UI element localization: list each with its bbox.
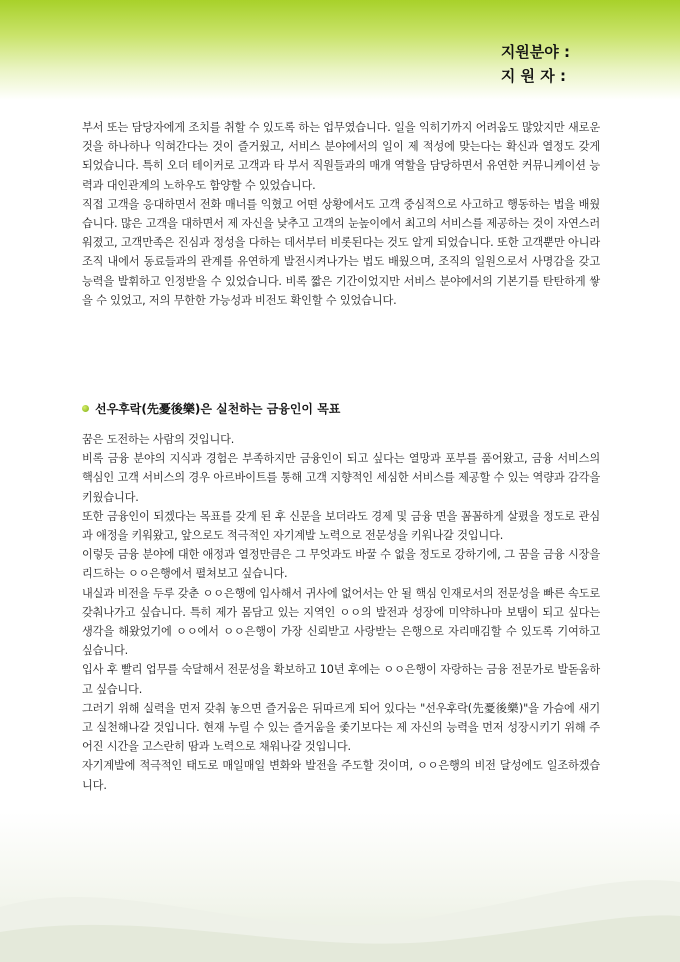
paragraph: 비록 금융 분야의 지식과 경험은 부족하지만 금융인이 되고 싶다는 열망과 포부를 품어왔고, 금융 서비스의 핵심인 고객 서비스의 경우 아르바이트를 통해 고객 지향적인 세심한 서비스를 제공할 수 있는 역량과 감각을 키웠습니다. bbox=[82, 452, 600, 504]
field-application-area: 지원분야 : bbox=[500, 43, 570, 61]
footer-wave-decoration bbox=[0, 812, 680, 962]
paragraph: 부서 또는 담당자에게 조치를 취할 수 있도록 하는 업무였습니다. 일을 익히기까지 어려움도 많았지만 새로운 것을 하나하나 익혀간다는 것이 즐거웠고, 서비스 분야에서의 일이 제 적성에 맞는다는 확신과 열정도 갖게 되었습니다. 특히 오더 테이커로 고객과 타 부서 직원들과의 매개 역할을 담당하면서 유연한 커뮤니케이션 능력과 대인관계의 노하우도 함양할 수 있었습니다. bbox=[82, 121, 600, 192]
paragraph: 직접 고객을 응대하면서 전화 매너를 익혔고 어떤 상황에서도 고객 중심적으로 사고하고 행동하는 법을 배웠습니다. 많은 고객을 대하면서 제 자신을 낮추고 고객의 눈높이에서 최고의 서비스를 제공하는 것이 자연스러워졌고, 고객만족은 진심과 정성을 다하는 데서부터 비롯된다는 것도 알게 되었습니다. 또한 고객뿐만 아니라 조직 내에서 동료들과의 관계를 유연하게 발전시켜나가는 법도 배웠으며, 조직의 일원으로서 사명감을 갖고 능력을 발휘하고 인정받을 수 있었습니다. 비록 짧은 기간이었지만 서비스 분야에서의 기본기를 탄탄하게 쌓을 수 있었고, 저의 무한한 가능성과 비전도 확인할 수 있었습니다. bbox=[82, 197, 600, 307]
applicant-fields bbox=[501, 40, 570, 88]
paragraph: 또한 금융인이 되겠다는 목표를 갖게 된 후 신문을 보더라도 경제 및 금융 면을 꼼꼼하게 살폈을 정도로 관심과 애정을 키워왔고, 앞으로도 적극적인 자기계발 노력으로 전문성을 키워나갈 것입니다. bbox=[82, 509, 600, 543]
paragraph: 입사 후 빨리 업무를 숙달해서 전문성을 확보하고 10년 후에는 ㅇㅇ은행이 자랑하는 금융 전문가로 발돋움하고 싶습니다. bbox=[82, 663, 600, 696]
section2-body bbox=[82, 430, 600, 795]
paragraph: 이렇듯 금융 분야에 대한 애정과 열정만큼은 그 무엇과도 바꿀 수 없을 정도로 강하기에, 그 꿈을 금융 시장을 리드하는 ㅇㅇ은행에서 펼쳐보고 싶습니다. bbox=[82, 548, 600, 581]
field-applicant-name: 지 원 자 : bbox=[500, 67, 566, 85]
paragraph: 꿈은 도전하는 사람의 것입니다. bbox=[82, 433, 235, 446]
section1-body bbox=[82, 118, 600, 310]
paragraph: 내실과 비전을 두루 갖춘 ㅇㅇ은행에 입사해서 귀사에 없어서는 안 될 핵심 인재로서의 전문성을 빠른 속도로 갖춰나가고 싶습니다. 특히 제가 몸담고 있는 지역인 ㅇㅇ의 발전과 성장에 미약하나마 보탬이 되고 싶다는 생각을 해왔었기에 ㅇㅇ에서 ㅇㅇ은행이 가장 신뢰받고 사랑받는 은행으로 자리매김할 수 있도록 기여하고 싶습니다. bbox=[82, 586, 600, 658]
section-heading bbox=[82, 400, 340, 417]
footer-band bbox=[0, 812, 680, 962]
bullet-dot-icon bbox=[82, 405, 89, 412]
section-heading-text: 선우후락(先憂後樂)은 실천하는 금융인이 목표 bbox=[95, 402, 341, 416]
paragraph: 그러기 위해 실력을 먼저 갖춰 놓으면 즐거움은 뒤따르게 되어 있다는 "선우후락(先憂後樂)"을 가슴에 새기고 실천해나갈 것입니다. 현재 누릴 수 있는 즐거움을 좇기보다는 제 자신의 능력을 먼저 성장시키기 위해 주어진 시간을 고스란히 땀과 노력으로 채워나갈 것입니다. bbox=[82, 701, 600, 754]
paragraph: 자기계발에 적극적인 태도로 매일매일 변화와 발전을 주도할 것이며, ㅇㅇ은행의 비전 달성에도 일조하겠습니다. bbox=[82, 759, 600, 792]
header-band bbox=[0, 0, 680, 100]
